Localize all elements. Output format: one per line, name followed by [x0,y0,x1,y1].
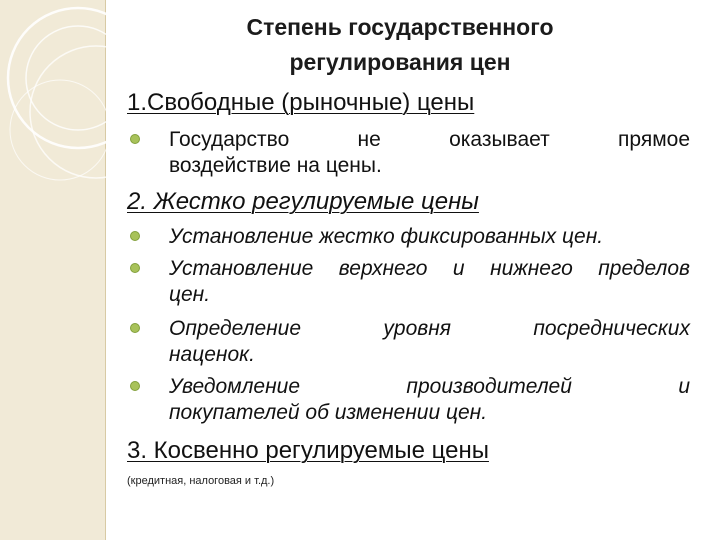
section-1-heading: 1.Свободные (рыночные) цены [127,89,475,116]
section-2-bullet-3 [130,316,690,368]
bullet-line: Государство не оказывает прямое [169,128,690,151]
bullet-dot-icon [130,134,140,144]
section-1-bullet-1 [130,127,690,179]
section-3-heading: 3. Косвенно регулируемые цены [127,437,489,464]
bullet-line: Установление верхнего и нижнего пределов [169,257,690,280]
bullet-dot-icon [130,323,140,333]
title-line-1: Степень государственного [246,14,554,40]
bullet-text [169,224,690,250]
bullet-line: покупателей об изменении цен. [169,401,488,424]
section-2-bullet-2 [130,256,690,308]
section-2-bullet-1 [130,224,690,250]
bullet-dot-icon [130,263,140,273]
title-line-2: регулирования цен [289,49,511,75]
section-3-note: (кредитная, налоговая и т.д.) [127,475,275,487]
bullet-text [169,374,690,426]
section-2-heading: 2. Жестко регулируемые цены [127,188,479,215]
bullet-line: Уведомление производителей и [169,375,690,398]
slide-title [190,10,610,80]
bullet-text [169,256,690,308]
bullet-line: цен. [169,283,211,306]
bullet-dot-icon [130,381,140,391]
bullet-line: наценок. [169,343,255,366]
section-2-bullet-4 [130,374,690,426]
bullet-line: воздействие на цены. [169,154,382,177]
bullet-line: Определение уровня посреднических [169,317,690,340]
bullet-dot-icon [130,231,140,241]
bullet-text [169,316,690,368]
bullet-line: Установление жестко фиксированных цен. [169,225,604,248]
bullet-text [169,127,690,179]
